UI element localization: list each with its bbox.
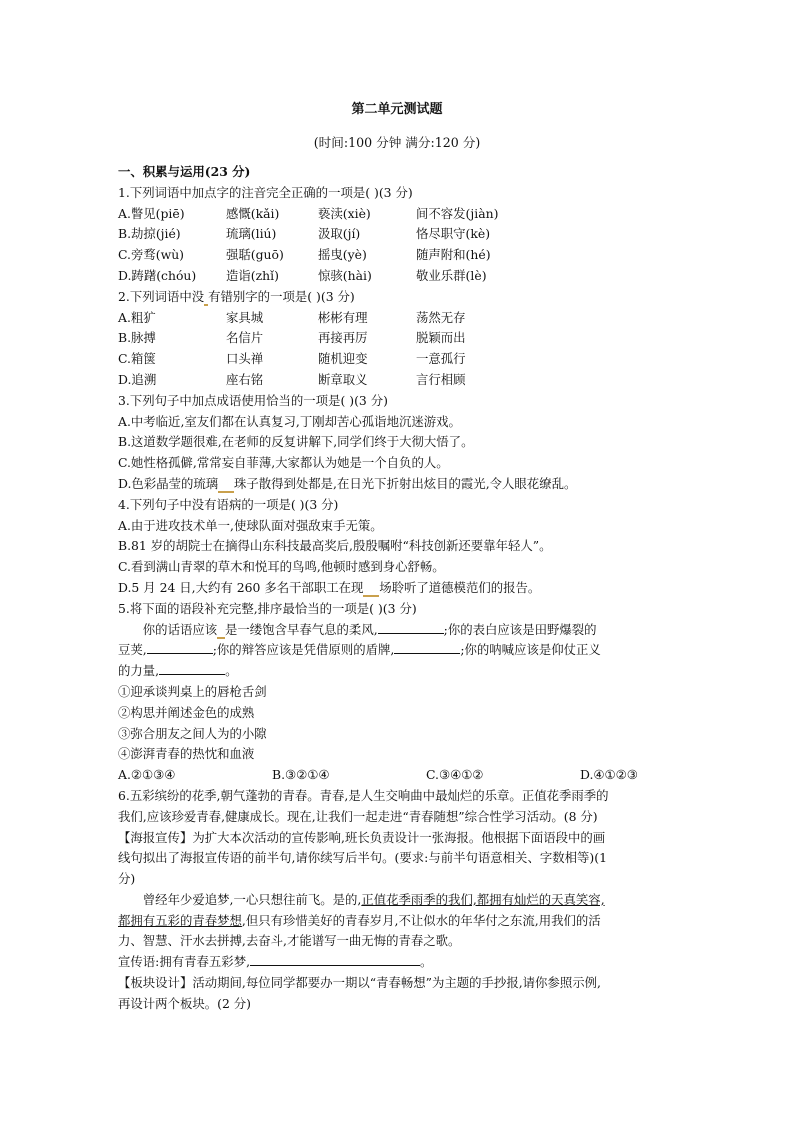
question-5-item-4: ④澎湃青春的热忱和血液	[118, 746, 255, 762]
option-text: D.5 月 24 日,大约有 260 多名干部职工在现	[118, 579, 364, 595]
option-text: 珠子散得到处都是,在日光下折射出炫目的霞光,令人眼花缭乱。	[233, 475, 577, 491]
option-cell: 口头禅	[226, 351, 264, 367]
option-cell: 造诣(zhǐ)	[226, 267, 279, 283]
option-cell: 断章取义	[318, 371, 368, 387]
option-cell: 脱颖而出	[416, 330, 466, 346]
answer-blank[interactable]	[394, 640, 460, 654]
question-5-item-1: ①迎承谈判桌上的唇枪舌剑	[118, 683, 267, 699]
option-cell: 家具城	[226, 309, 264, 325]
highlight-mark	[217, 622, 225, 639]
board-task-line-2: 再设计两个板块。(2 分)	[118, 995, 252, 1011]
question-6-stem-line-2: 我们,应该珍爱青春,健康成长。现在,让我们一起走进“青春随想”综合性学习活动。(8 分)	[118, 808, 598, 824]
option-text: 场聆听了道德模范们的报告。	[379, 579, 541, 595]
option-cell: 惊骇(hài)	[318, 267, 372, 283]
option-cell: 随声附和(hé)	[416, 247, 491, 263]
question-3-option-d	[118, 474, 678, 495]
reading-passage-line-3: 力、智慧、汗水去拼搏,去奋斗,才能谱写一曲无悔的青春之歌。	[118, 933, 461, 949]
question-2-text-a: 2.下列词语中没	[118, 288, 205, 304]
option-cell: D.追溯	[118, 371, 157, 387]
slogan-line	[118, 952, 678, 973]
question-1-row-d	[118, 266, 678, 287]
option-cell: 间不容发(jiàn)	[416, 205, 499, 221]
passage-text: ;你的呐喊应该是仰仗正义	[460, 642, 601, 658]
question-5-item-2: ②构思并阐述金色的成熟	[118, 704, 255, 720]
passage-text: ,但只有珍惜美好的青春岁月,不让似水的年华付之东流,用我们的活	[241, 912, 601, 928]
question-5-stem: 5.将下面的语段补充完整,排序最恰当的一项是( )(3 分)	[118, 600, 417, 616]
question-2-stem	[118, 287, 678, 308]
slogan-answer-blank[interactable]	[250, 952, 420, 966]
option-cell: 彬彬有理	[318, 309, 368, 325]
reading-passage-line-1	[118, 890, 678, 911]
question-3-option-b: B.这道数学题很难,在老师的反复讲解下,同学们终于大彻大悟了。	[118, 434, 474, 450]
passage-text: 你的话语应该	[142, 621, 218, 637]
question-4-option-c: C.看到满山青翠的草木和悦耳的鸟鸣,他顿时感到身心舒畅。	[118, 559, 445, 575]
passage-text: ;你的表白应该是田野爆裂的	[443, 621, 597, 637]
option-a: A.②①③④	[118, 767, 176, 783]
option-cell: B.劫掠(jié)	[118, 226, 181, 242]
highlight-mark	[363, 580, 379, 597]
passage-text: 是一缕饱含早春气息的柔风,	[225, 621, 378, 637]
question-3-stem: 3.下列句子中加点成语使用恰当的一项是( )(3 分)	[118, 392, 388, 408]
highlight-mark	[218, 476, 234, 493]
question-6-stem-line-1: 6.五彩缤纷的花季,朝气蓬勃的青春。青春,是人生交响曲中最灿烂的乐章。正值花季雨季的	[118, 787, 609, 803]
question-1-row-b	[118, 224, 678, 245]
option-cell: 恪尽职守(kè)	[416, 226, 491, 242]
question-2-text-b: 有错别字的一项是( )(3 分)	[208, 288, 355, 304]
question-5-options	[118, 765, 678, 786]
option-cell: C.箱箧	[118, 351, 156, 367]
option-cell: D.踌躇(chóu)	[118, 267, 197, 283]
underlined-sentence: 正值花季雨季的我们,都拥有灿烂的天真笑容,	[361, 891, 605, 907]
option-cell: 亵渎(xiè)	[318, 205, 371, 221]
option-cell: 座右铭	[226, 371, 264, 387]
option-cell: 名信片	[226, 330, 264, 346]
option-cell: A.瞥见(piē)	[118, 205, 185, 221]
option-text: D.色彩晶莹的琉璃	[118, 475, 219, 491]
slogan-text: 。	[420, 954, 433, 970]
question-5-passage-line-1	[118, 620, 678, 641]
option-cell: A.粗犷	[118, 309, 156, 325]
question-5-passage-line-2	[118, 640, 678, 661]
passage-text: ;你的辩答应该是凭借原则的盾牌,	[212, 642, 395, 658]
option-cell: C.旁骛(wù)	[118, 247, 185, 263]
poster-task-line-2: 线句拟出了海报宣传语的前半句,请你续写后半句。(要求:与前半句语意相关、字数相等)(1	[118, 850, 607, 866]
board-task-line-1: 【板块设计】活动期间,每位同学都要办一期以“青春畅想”为主题的手抄报,请你参照示例,	[118, 975, 601, 991]
option-cell: 琉璃(liú)	[226, 226, 277, 242]
reading-passage-line-2	[118, 911, 678, 932]
question-5-passage-line-3	[118, 661, 678, 682]
question-2-row-c	[118, 349, 678, 370]
question-4-option-a: A.由于进攻技术单一,使球队面对强敌束手无策。	[118, 517, 383, 533]
underlined-sentence: 都拥有五彩的青春梦想	[118, 912, 242, 928]
option-cell: 汲取(jí)	[318, 226, 361, 242]
exam-content	[118, 162, 678, 1015]
answer-blank[interactable]	[147, 640, 213, 654]
option-cell: 荡然无存	[416, 309, 466, 325]
option-cell: 敬业乐群(lè)	[416, 267, 487, 283]
question-5-item-3: ③弥合朋友之间人为的小隙	[118, 725, 267, 741]
question-2-row-b	[118, 328, 678, 349]
exam-time-score: (时间:100 分钟 满分:120 分)	[313, 135, 481, 150]
poster-task-line-1: 【海报宣传】为扩大本次活动的宣传影响,班长负责设计一张海报。他根据下面语段中的画	[118, 829, 606, 845]
option-cell: B.脉搏	[118, 330, 156, 346]
option-cell: 再接再厉	[318, 330, 368, 346]
option-d: D.④①②③	[580, 767, 638, 783]
question-4-stem: 4.下列句子中没有语病的一项是( )(3 分)	[118, 496, 339, 512]
answer-blank[interactable]	[159, 661, 225, 675]
option-b: B.③②①④	[272, 767, 330, 783]
question-1-row-c	[118, 245, 678, 266]
question-1-row-a	[118, 204, 678, 225]
slogan-text: 宣传语:拥有青春五彩梦,	[118, 954, 251, 970]
option-cell: 随机迎变	[318, 351, 368, 367]
passage-text: 的力量,	[118, 663, 160, 679]
poster-task-line-3: 分)	[118, 871, 136, 887]
page-title: 第二单元测试题	[351, 102, 443, 117]
passage-text: 。	[225, 663, 238, 679]
question-3-option-a: A.中考临近,室友们都在认真复习,丁刚却苦心孤诣地沉迷游戏。	[118, 413, 461, 429]
passage-text: 豆荚,	[118, 642, 147, 658]
question-2-row-a	[118, 308, 678, 329]
question-4-option-b: B.81 岁的胡院士在摘得山东科技最高奖后,殷殷嘱咐“科技创新还要靠年轻人”。	[118, 538, 552, 554]
question-1-text: 1.下列词语中加点字的注音完全正确的一项是( )(3 分)	[118, 184, 413, 200]
option-cell: 一意孤行	[416, 351, 466, 367]
question-3-option-c: C.她性格孤僻,常常妄自菲薄,大家都认为她是一个自负的人。	[118, 455, 449, 471]
option-cell: 摇曳(yè)	[318, 247, 367, 263]
passage-text: 曾经年少爱追梦,一心只想往前飞。是的,	[142, 891, 362, 907]
option-cell: 感慨(kǎi)	[226, 205, 280, 221]
option-cell: 强聒(guō)	[226, 247, 284, 263]
question-2-row-d	[118, 370, 678, 391]
question-1-stem	[118, 183, 678, 204]
section-heading: 一、积累与运用(23 分)	[118, 164, 251, 179]
question-4-option-d	[118, 578, 678, 599]
option-c: C.③④①②	[426, 767, 484, 783]
answer-blank[interactable]	[378, 620, 444, 634]
option-cell: 言行相顾	[416, 371, 466, 387]
